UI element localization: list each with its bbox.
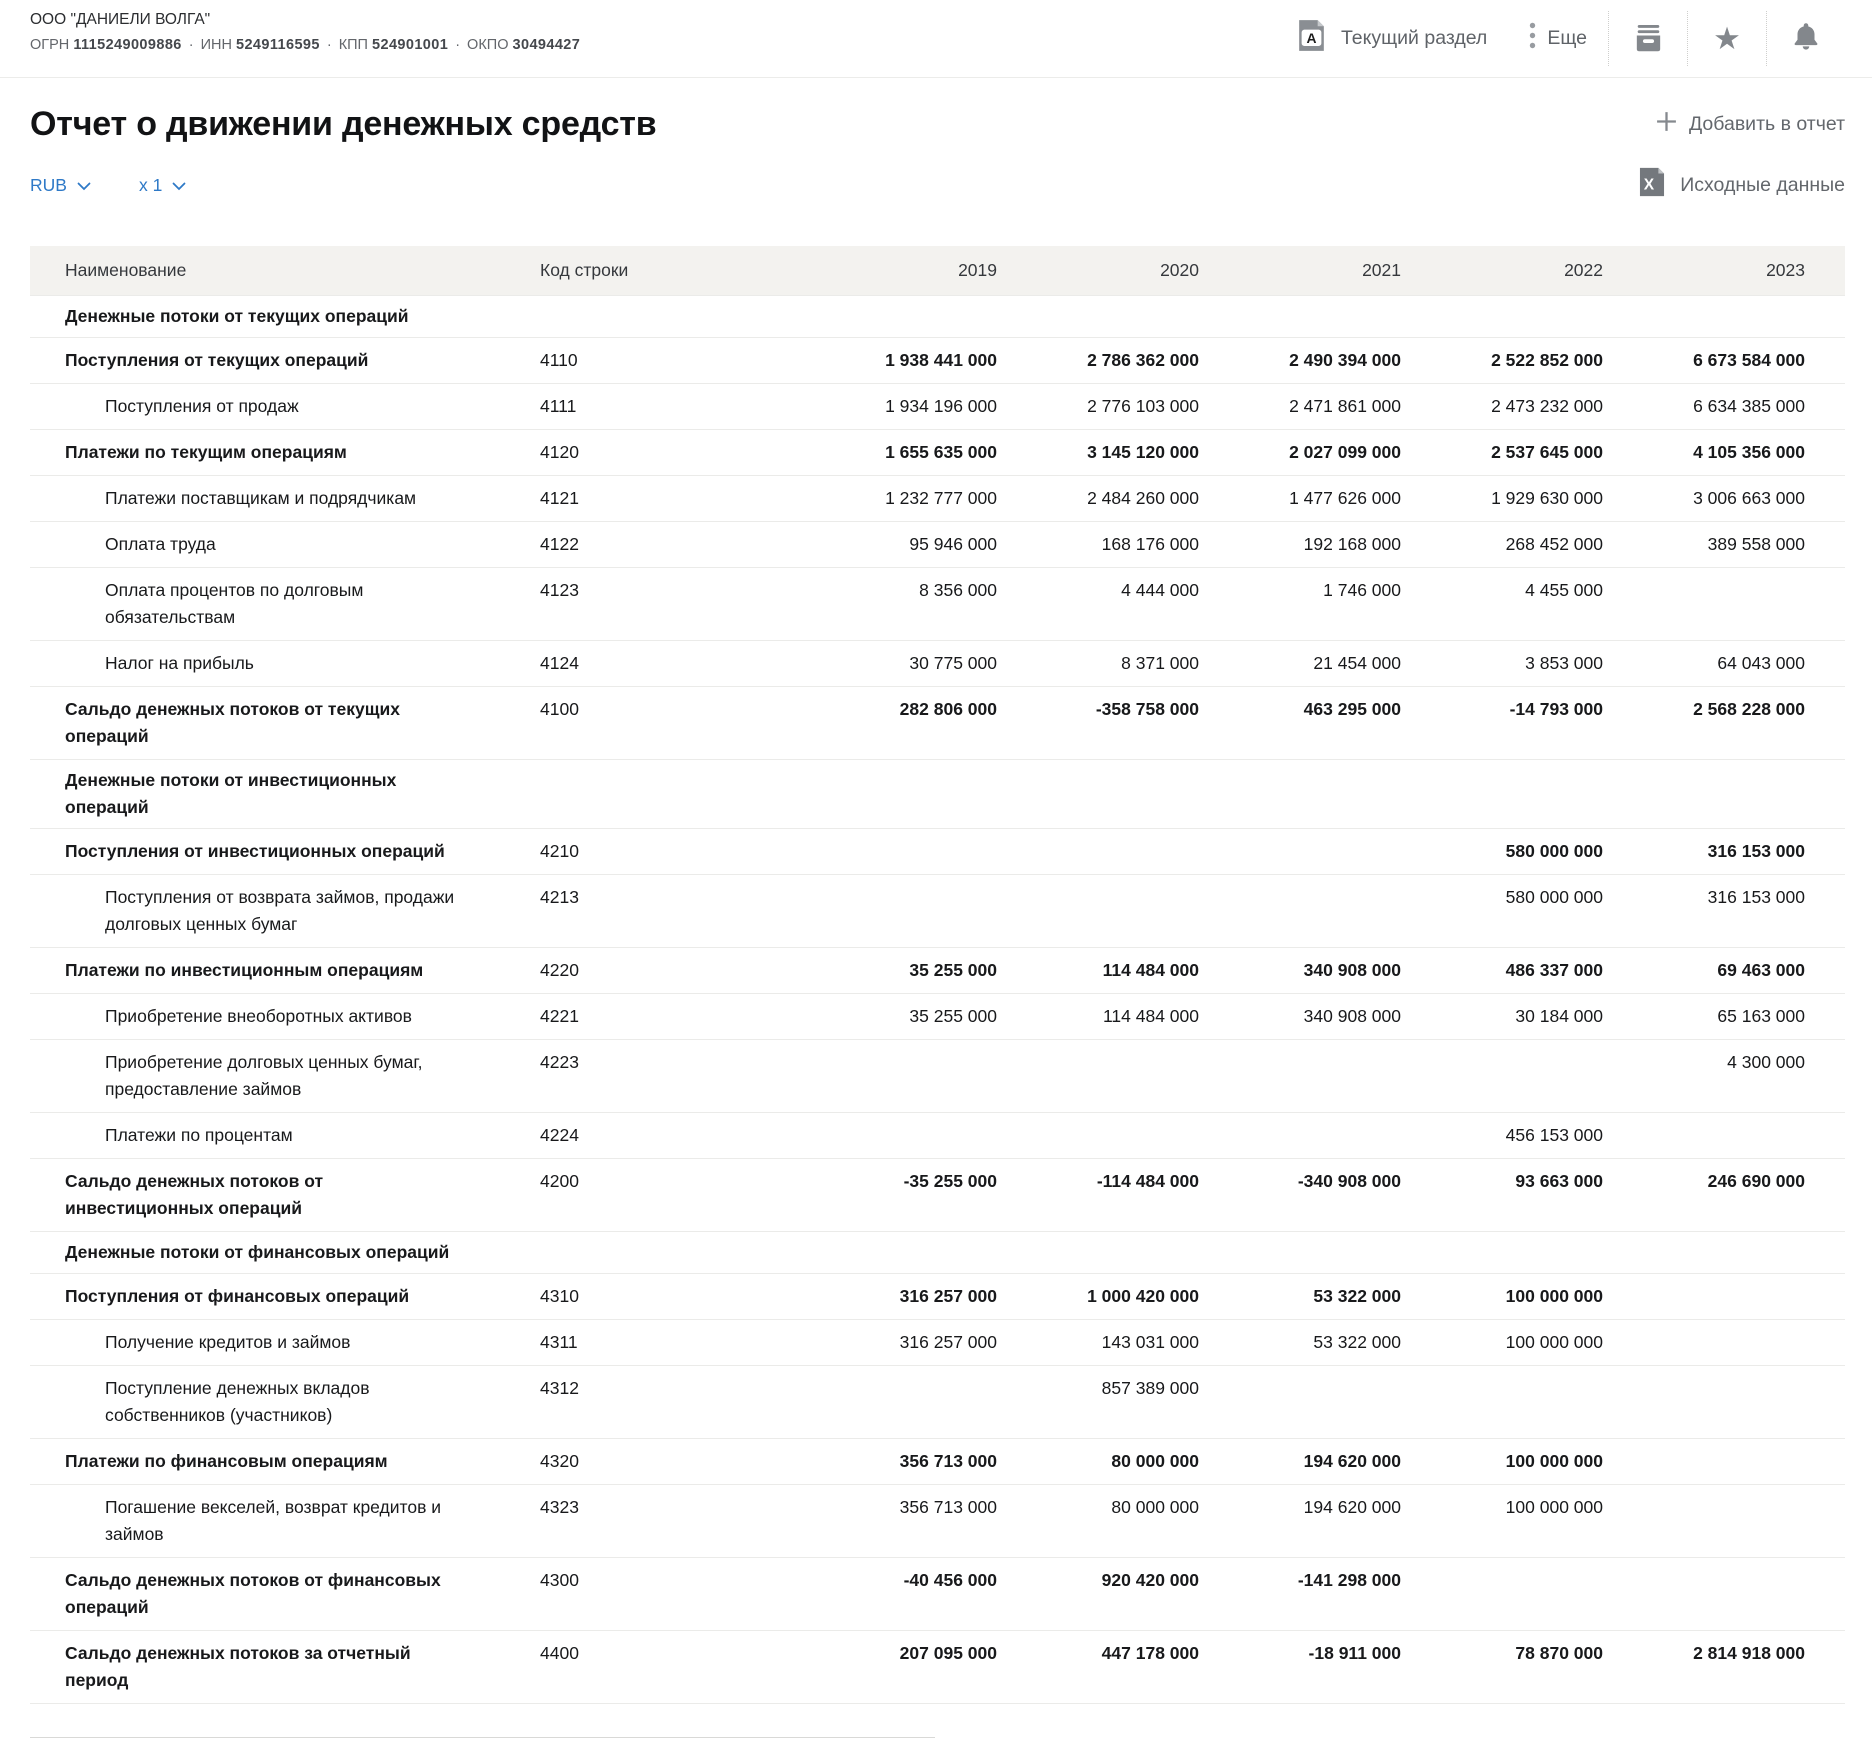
row-name-cell: Платежи по процентам (105, 1125, 293, 1145)
row-name-cell: Денежные потоки от финансовых операций (65, 1242, 450, 1262)
row-name-cell: Поступления от возврата займов, продажи долговых ценных бумаг (105, 887, 455, 934)
star-icon: ★ (1713, 21, 1741, 56)
row-name-cell: Сальдо денежных потоков от инвестиционных операций (65, 1171, 324, 1218)
row-value-cell: 3 853 000 (1525, 653, 1603, 673)
row-value-cell: 268 452 000 (1505, 534, 1603, 554)
row-name-cell: Платежи поставщикам и подрядчикам (105, 488, 417, 508)
table-row (30, 1630, 1845, 1703)
row-value-cell: 356 713 000 (899, 1451, 997, 1471)
row-name-cell: Оплата труда (105, 534, 216, 554)
row-value-cell: 456 153 000 (1505, 1125, 1603, 1145)
row-value-cell: -358 758 000 (1095, 699, 1199, 719)
table-row (30, 567, 1845, 640)
topbar (0, 0, 1872, 78)
column-header: 2022 (1564, 260, 1603, 280)
row-code-cell: 4100 (540, 699, 579, 719)
row-name-cell: Налог на прибыль (105, 653, 254, 673)
row-value-cell: 1 746 000 (1323, 580, 1401, 600)
row-value-cell: 246 690 000 (1707, 1171, 1805, 1191)
row-value-cell: 2 537 645 000 (1491, 442, 1603, 462)
row-value-cell: 2 814 918 000 (1693, 1643, 1805, 1663)
chevron-down-icon (77, 175, 91, 196)
row-value-cell: 8 371 000 (1121, 653, 1199, 673)
row-value-cell: 580 000 000 (1505, 841, 1603, 861)
table-row (30, 383, 1845, 429)
column-header: Наименование (65, 260, 187, 280)
row-code-cell: 4121 (540, 488, 579, 508)
row-name-cell: Поступления от инвестиционных операций (65, 841, 445, 861)
source-data-label: Исходные данные (1680, 173, 1845, 196)
table-row (30, 1557, 1845, 1630)
table-row (30, 429, 1845, 475)
more-button[interactable] (1508, 8, 1608, 69)
page-title: Отчет о движении денежных средств (30, 105, 657, 143)
row-value-cell: 64 043 000 (1717, 653, 1805, 673)
row-name-cell: Поступления от финансовых операций (65, 1286, 410, 1306)
row-value-cell: 447 178 000 (1101, 1643, 1199, 1663)
row-value-cell: 6 634 385 000 (1693, 396, 1805, 416)
row-value-cell: 2 484 260 000 (1087, 488, 1199, 508)
row-code-cell: 4312 (540, 1378, 579, 1398)
table-row (30, 759, 1845, 828)
row-value-cell: 389 558 000 (1707, 534, 1805, 554)
column-header: 2021 (1362, 260, 1401, 280)
row-value-cell: 2 786 362 000 (1087, 350, 1199, 370)
row-value-cell: 316 257 000 (899, 1286, 997, 1306)
table-row (30, 337, 1845, 383)
row-value-cell: 4 300 000 (1727, 1052, 1805, 1072)
row-value-cell: 4 105 356 000 (1693, 442, 1805, 462)
row-value-cell: 857 389 000 (1101, 1378, 1199, 1398)
row-value-cell: 356 713 000 (899, 1497, 997, 1517)
row-value-cell: 8 356 000 (919, 580, 997, 600)
row-name-cell: Сальдо денежных потоков от текущих операций (65, 699, 400, 746)
row-value-cell: 1 934 196 000 (885, 396, 997, 416)
table-row (30, 1273, 1845, 1319)
table-row (30, 1365, 1845, 1438)
table-row (30, 1319, 1845, 1365)
table-row (30, 1158, 1845, 1231)
row-code-cell: 4110 (540, 350, 578, 370)
row-code-cell: 4400 (540, 1643, 579, 1663)
row-value-cell: 2 776 103 000 (1087, 396, 1199, 416)
row-code-cell: 4220 (540, 960, 579, 980)
row-code-cell: 4323 (540, 1497, 579, 1517)
row-name-cell: Поступление денежных вкладов собственников (участников) (105, 1378, 370, 1425)
row-code-cell: 4120 (540, 442, 579, 462)
current-section-button[interactable] (1272, 8, 1508, 69)
cash-flow-table (30, 246, 1845, 1738)
registry-value: 5249116595 (236, 37, 320, 53)
row-name-cell: Поступления от текущих операций (65, 350, 369, 370)
row-value-cell: 80 000 000 (1111, 1497, 1199, 1517)
row-code-cell: 4224 (540, 1125, 579, 1145)
registry-label: КПП (338, 37, 373, 53)
table-row (30, 1484, 1845, 1557)
row-value-cell: 4 455 000 (1525, 580, 1603, 600)
row-code-cell: 4210 (540, 841, 579, 861)
row-value-cell: 53 322 000 (1313, 1286, 1401, 1306)
row-value-cell: 1 938 441 000 (885, 350, 997, 370)
row-value-cell: -141 298 000 (1297, 1570, 1401, 1590)
row-value-cell: -114 484 000 (1096, 1171, 1199, 1191)
row-code-cell: 4311 (540, 1332, 578, 1352)
row-value-cell: 192 168 000 (1303, 534, 1401, 554)
row-value-cell: 100 000 000 (1505, 1286, 1603, 1306)
column-header: 2019 (958, 260, 997, 280)
row-value-cell: 1 232 777 000 (885, 488, 997, 508)
row-value-cell: 2 490 394 000 (1289, 350, 1401, 370)
table-row (30, 521, 1845, 567)
row-name-cell: Приобретение внеоборотных активов (105, 1006, 412, 1026)
row-value-cell: 35 255 000 (909, 1006, 997, 1026)
table-row (30, 874, 1845, 947)
row-value-cell: 53 322 000 (1313, 1332, 1401, 1352)
topbar-actions (1272, 8, 1845, 69)
row-code-cell: 4124 (540, 653, 579, 673)
row-code-cell: 4223 (540, 1052, 579, 1072)
table-row (30, 1231, 1845, 1273)
inbox-icon (1631, 20, 1666, 58)
column-header: 2020 (1160, 260, 1199, 280)
row-value-cell: 207 095 000 (899, 1643, 997, 1663)
row-value-cell: 1 000 420 000 (1087, 1286, 1199, 1306)
company-name: ООО "ДАНИЕЛИ ВОЛГА" (30, 11, 211, 28)
table-row (30, 686, 1845, 759)
table-row (30, 640, 1845, 686)
row-value-cell: 1 655 635 000 (885, 442, 997, 462)
row-name-cell: Сальдо денежных потоков от финансовых операций (65, 1570, 441, 1617)
row-value-cell: 78 870 000 (1515, 1643, 1603, 1663)
row-name-cell: Погашение векселей, возврат кредитов и займов (105, 1497, 442, 1544)
registry-value: 524901001 (372, 37, 449, 53)
row-value-cell: 3 006 663 000 (1693, 488, 1805, 508)
pdf-icon (1293, 17, 1330, 60)
row-value-cell: 21 454 000 (1313, 653, 1401, 673)
row-code-cell: 4200 (540, 1171, 579, 1191)
table-row (30, 947, 1845, 993)
table-row (30, 295, 1845, 337)
row-value-cell: 114 484 000 (1102, 960, 1199, 980)
more-label: Еще (1547, 27, 1587, 49)
source-data-button[interactable] (1635, 165, 1845, 205)
add-to-report-button[interactable] (1655, 110, 1845, 139)
row-value-cell: 2 473 232 000 (1491, 396, 1603, 416)
registry-separator: · (455, 37, 461, 53)
multiplier-select[interactable] (139, 175, 186, 196)
row-value-cell: 340 908 000 (1303, 960, 1401, 980)
row-value-cell: 463 295 000 (1303, 699, 1401, 719)
row-value-cell: 1 477 626 000 (1289, 488, 1401, 508)
row-value-cell: 6 673 584 000 (1693, 350, 1805, 370)
row-name-cell: Поступления от продаж (105, 396, 299, 416)
row-name-cell: Платежи по финансовым операциям (65, 1451, 388, 1471)
row-value-cell: 2 568 228 000 (1693, 699, 1805, 719)
row-code-cell: 4221 (540, 1006, 579, 1026)
table-row (30, 1039, 1845, 1112)
row-name-cell: Денежные потоки от текущих операций (65, 306, 409, 326)
row-value-cell: -35 255 000 (903, 1171, 997, 1191)
registry-value: 30494427 (512, 37, 581, 53)
plus-icon (1655, 110, 1678, 139)
row-value-cell: 114 484 000 (1102, 1006, 1199, 1026)
registry-label: ИНН (200, 37, 236, 53)
row-value-cell: 316 153 000 (1707, 887, 1805, 907)
left-controls (30, 175, 186, 196)
row-value-cell: 65 163 000 (1717, 1006, 1805, 1026)
row-value-cell: 143 031 000 (1101, 1332, 1199, 1352)
company-block (30, 8, 580, 77)
bell-icon (1789, 20, 1823, 57)
row-code-cell: 4122 (540, 534, 579, 554)
row-name-cell: Получение кредитов и займов (105, 1332, 351, 1352)
row-value-cell: 2 471 861 000 (1289, 396, 1401, 416)
currency-select[interactable] (30, 175, 91, 196)
excel-icon (1635, 165, 1669, 205)
table-bottom-divider (30, 1703, 1845, 1704)
column-header: 2023 (1766, 260, 1805, 280)
notifications-button[interactable] (1767, 8, 1845, 69)
row-value-cell: 100 000 000 (1505, 1497, 1603, 1517)
column-header: Код строки (540, 260, 629, 280)
row-code-cell: 4123 (540, 580, 579, 600)
table-row (30, 1438, 1845, 1484)
row-value-cell: 100 000 000 (1505, 1451, 1603, 1471)
row-code-cell: 4320 (540, 1451, 579, 1471)
table-row (30, 1112, 1845, 1158)
table-header-row (30, 246, 1845, 295)
inbox-button[interactable] (1609, 8, 1687, 69)
table-row (30, 475, 1845, 521)
row-name-cell: Сальдо денежных потоков за отчетный период (65, 1643, 411, 1690)
row-value-cell: 168 176 000 (1101, 534, 1199, 554)
row-value-cell: 3 145 120 000 (1087, 442, 1199, 462)
table-row (30, 828, 1845, 874)
row-value-cell: 920 420 000 (1101, 1570, 1199, 1590)
row-name-cell: Платежи по инвестиционным операциям (65, 960, 424, 980)
chevron-down-icon (172, 175, 186, 196)
multiplier-value: x 1 (138, 174, 163, 195)
row-value-cell: 30 184 000 (1515, 1006, 1603, 1026)
registry-separator: · (188, 37, 194, 53)
row-value-cell: 316 153 000 (1707, 841, 1805, 861)
table-body (30, 295, 1845, 1703)
current-section-label: Текущий раздел (1340, 27, 1488, 49)
add-to-report-label: Добавить в отчет (1688, 113, 1845, 135)
row-value-cell: 100 000 000 (1505, 1332, 1603, 1352)
row-value-cell: 80 000 000 (1111, 1451, 1199, 1471)
row-value-cell: 4 444 000 (1121, 580, 1199, 600)
row-value-cell: 282 806 000 (899, 699, 997, 719)
registry-separator: · (326, 37, 332, 53)
kebab-icon (1529, 22, 1536, 55)
row-value-cell: 1 929 630 000 (1491, 488, 1603, 508)
svg-text:A: A (1306, 30, 1317, 47)
row-code-cell: 4310 (540, 1286, 579, 1306)
row-value-cell: 194 620 000 (1303, 1451, 1401, 1471)
row-value-cell: 316 257 000 (899, 1332, 997, 1352)
row-code-cell: 4111 (540, 396, 577, 416)
row-value-cell: 2 522 852 000 (1491, 350, 1603, 370)
registry-label: ОГРН (30, 37, 74, 53)
row-value-cell: 340 908 000 (1303, 1006, 1401, 1026)
row-value-cell: 30 775 000 (909, 653, 997, 673)
row-value-cell: -14 793 000 (1509, 699, 1603, 719)
row-name-cell: Оплата процентов по долговым обязательствам (105, 580, 364, 627)
table-row (30, 993, 1845, 1039)
row-value-cell: 580 000 000 (1505, 887, 1603, 907)
row-value-cell: -18 911 000 (1308, 1643, 1401, 1663)
svg-text:X: X (1643, 176, 1655, 194)
row-name-cell: Платежи по текущим операциям (65, 442, 347, 462)
registry-label: ОКПО (467, 37, 513, 53)
registry-value: 1115249009886 (73, 37, 182, 53)
row-value-cell: 35 255 000 (909, 960, 997, 980)
currency-value: RUB (30, 174, 67, 195)
row-code-cell: 4213 (540, 887, 579, 907)
company-registry (30, 37, 580, 53)
row-value-cell: 2 027 099 000 (1289, 442, 1401, 462)
controls-row (0, 144, 1872, 205)
favorites-button[interactable] (1688, 8, 1766, 69)
title-row (0, 78, 1872, 144)
row-value-cell: 69 463 000 (1717, 960, 1805, 980)
row-name-cell: Денежные потоки от инвестиционных операций (65, 770, 397, 817)
row-value-cell: 486 337 000 (1505, 960, 1603, 980)
row-value-cell: -40 456 000 (903, 1570, 997, 1590)
row-value-cell: 93 663 000 (1515, 1171, 1603, 1191)
row-code-cell: 4300 (540, 1570, 579, 1590)
row-value-cell: 95 946 000 (909, 534, 997, 554)
row-name-cell: Приобретение долговых ценных бумаг, предоставление займов (105, 1052, 423, 1099)
row-value-cell: 194 620 000 (1303, 1497, 1401, 1517)
row-value-cell: -340 908 000 (1297, 1171, 1401, 1191)
